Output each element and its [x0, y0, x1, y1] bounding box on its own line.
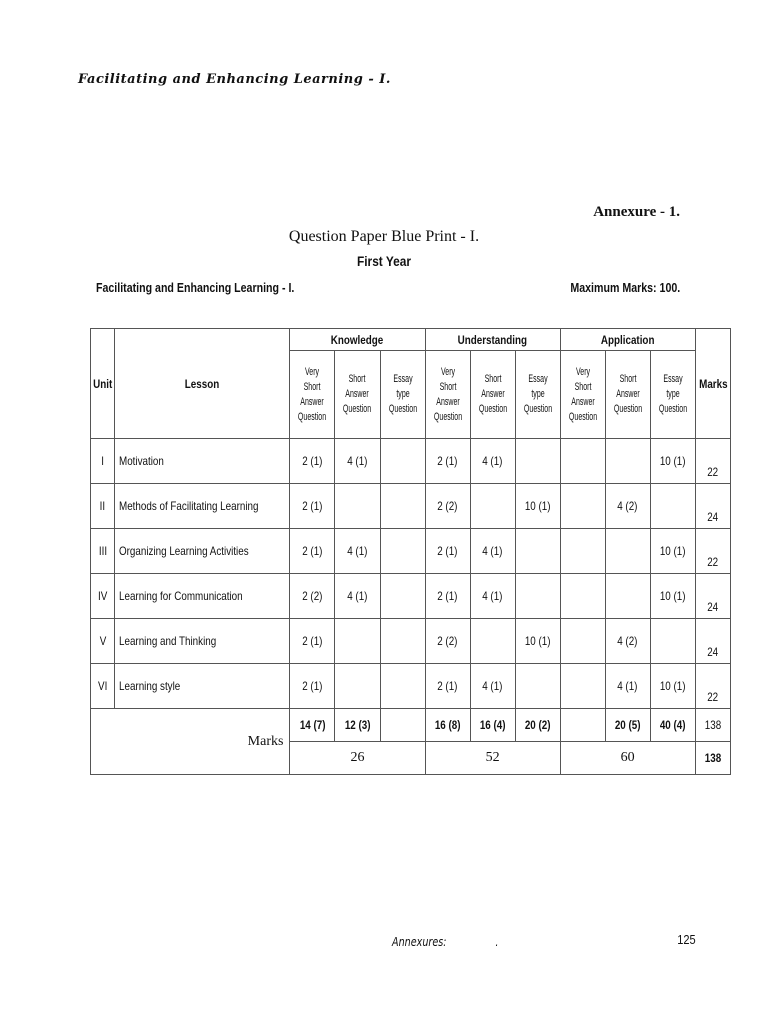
- value-cell: 2 (2): [425, 484, 470, 529]
- total-cell: 16 (4): [470, 709, 515, 742]
- header-knowledge: Knowledge: [290, 329, 425, 351]
- value-cell: [515, 439, 560, 484]
- value-cell: 2 (1): [425, 664, 470, 709]
- value-cell: [515, 529, 560, 574]
- running-header: Facilitating and Enhancing Learning - I.: [78, 72, 391, 87]
- lesson-cell: Learning style: [115, 664, 290, 709]
- value-cell: [560, 574, 605, 619]
- unit-cell: I: [91, 439, 115, 484]
- row-marks-cell: 24: [695, 619, 731, 664]
- value-cell: [335, 664, 380, 709]
- total-cell: 16 (8): [425, 709, 470, 742]
- value-cell: 4 (2): [605, 619, 650, 664]
- unit-cell: V: [91, 619, 115, 664]
- value-cell: [560, 439, 605, 484]
- annexure-label: Annexure - 1.: [593, 204, 680, 220]
- row-marks-cell: 24: [695, 574, 731, 619]
- value-cell: 10 (1): [650, 664, 695, 709]
- header-marks: Marks: [695, 329, 731, 439]
- lesson-cell: Methods of Facilitating Learning: [115, 484, 290, 529]
- value-cell: 10 (1): [650, 529, 695, 574]
- value-cell: [560, 664, 605, 709]
- value-cell: 4 (1): [470, 664, 515, 709]
- value-cell: [335, 484, 380, 529]
- unit-cell: II: [91, 484, 115, 529]
- application-total: 60: [560, 742, 695, 775]
- value-cell: [515, 574, 560, 619]
- total-cell: 40 (4): [650, 709, 695, 742]
- lesson-cell: Motivation: [115, 439, 290, 484]
- value-cell: 4 (1): [470, 529, 515, 574]
- page-subtitle: First Year: [356, 253, 412, 269]
- question-type-header: Very Short Answer Question: [560, 351, 605, 439]
- header-application: Application: [560, 329, 695, 351]
- value-cell: 4 (1): [605, 664, 650, 709]
- value-cell: 2 (1): [290, 664, 335, 709]
- question-type-header: Essay type Question: [515, 351, 560, 439]
- value-cell: [380, 529, 425, 574]
- value-cell: [380, 439, 425, 484]
- row-marks-cell: 24: [695, 484, 731, 529]
- value-cell: [380, 484, 425, 529]
- table-row: [91, 484, 731, 529]
- totals-label: Marks: [91, 709, 290, 775]
- understanding-total: 52: [425, 742, 560, 775]
- table-row: [91, 574, 731, 619]
- footer-section-label: Annexures: .: [392, 935, 499, 949]
- value-cell: 2 (1): [290, 619, 335, 664]
- unit-cell: III: [91, 529, 115, 574]
- row-marks-cell: 22: [695, 529, 731, 574]
- question-type-header: Very Short Answer Question: [290, 351, 335, 439]
- value-cell: [335, 619, 380, 664]
- unit-cell: IV: [91, 574, 115, 619]
- total-cell: [380, 709, 425, 742]
- row-marks-cell: 22: [695, 664, 731, 709]
- page-title: Question Paper Blue Print - I.: [288, 228, 480, 245]
- value-cell: [380, 619, 425, 664]
- value-cell: 4 (1): [470, 574, 515, 619]
- value-cell: 10 (1): [515, 484, 560, 529]
- total-cell: [560, 709, 605, 742]
- value-cell: 2 (1): [290, 439, 335, 484]
- value-cell: [560, 484, 605, 529]
- value-cell: [470, 619, 515, 664]
- value-cell: 2 (1): [290, 529, 335, 574]
- table-row: [91, 619, 731, 664]
- question-type-header: Very Short Answer Question: [425, 351, 470, 439]
- lesson-cell: Learning and Thinking: [115, 619, 290, 664]
- value-cell: 10 (1): [515, 619, 560, 664]
- value-cell: [380, 574, 425, 619]
- value-cell: 2 (1): [425, 439, 470, 484]
- table-row: [91, 664, 731, 709]
- question-type-header: Essay type Question: [380, 351, 425, 439]
- value-cell: [605, 439, 650, 484]
- header-unit: Unit: [91, 329, 115, 439]
- total-cell: 20 (2): [515, 709, 560, 742]
- table-row: [91, 529, 731, 574]
- page-number: 125: [677, 932, 696, 947]
- value-cell: [470, 484, 515, 529]
- value-cell: 2 (1): [425, 574, 470, 619]
- value-cell: [650, 619, 695, 664]
- total-cell: 20 (5): [605, 709, 650, 742]
- value-cell: [380, 664, 425, 709]
- value-cell: [560, 619, 605, 664]
- value-cell: 2 (1): [425, 529, 470, 574]
- max-marks-label: Maximum Marks: 100.: [570, 281, 680, 295]
- question-type-header: Short Answer Question: [470, 351, 515, 439]
- value-cell: 2 (2): [290, 574, 335, 619]
- question-type-header: Short Answer Question: [605, 351, 650, 439]
- question-type-header: Essay type Question: [650, 351, 695, 439]
- knowledge-total: 26: [290, 742, 425, 775]
- value-cell: 4 (2): [605, 484, 650, 529]
- value-cell: 2 (2): [425, 619, 470, 664]
- value-cell: 4 (1): [335, 574, 380, 619]
- blueprint-table: [90, 328, 731, 775]
- value-cell: 4 (1): [470, 439, 515, 484]
- value-cell: [515, 664, 560, 709]
- total-cell: 14 (7): [290, 709, 335, 742]
- totals-row: [91, 709, 731, 742]
- subject-label: Facilitating and Enhancing Learning - I.: [96, 281, 295, 295]
- total-cell: 12 (3): [335, 709, 380, 742]
- grand-total: 138: [695, 742, 731, 775]
- value-cell: 10 (1): [650, 574, 695, 619]
- value-cell: [650, 484, 695, 529]
- question-type-header: Short Answer Question: [335, 351, 380, 439]
- row-marks-cell: 22: [695, 439, 731, 484]
- value-cell: [605, 574, 650, 619]
- header-understanding: Understanding: [425, 329, 560, 351]
- value-cell: 2 (1): [290, 484, 335, 529]
- lesson-cell: Organizing Learning Activities: [115, 529, 290, 574]
- value-cell: 4 (1): [335, 529, 380, 574]
- value-cell: [560, 529, 605, 574]
- table-row: [91, 439, 731, 484]
- totals-marks: 138: [695, 709, 731, 742]
- header-lesson: Lesson: [115, 329, 290, 439]
- value-cell: 10 (1): [650, 439, 695, 484]
- lesson-cell: Learning for Communication: [115, 574, 290, 619]
- unit-cell: VI: [91, 664, 115, 709]
- value-cell: 4 (1): [335, 439, 380, 484]
- value-cell: [605, 529, 650, 574]
